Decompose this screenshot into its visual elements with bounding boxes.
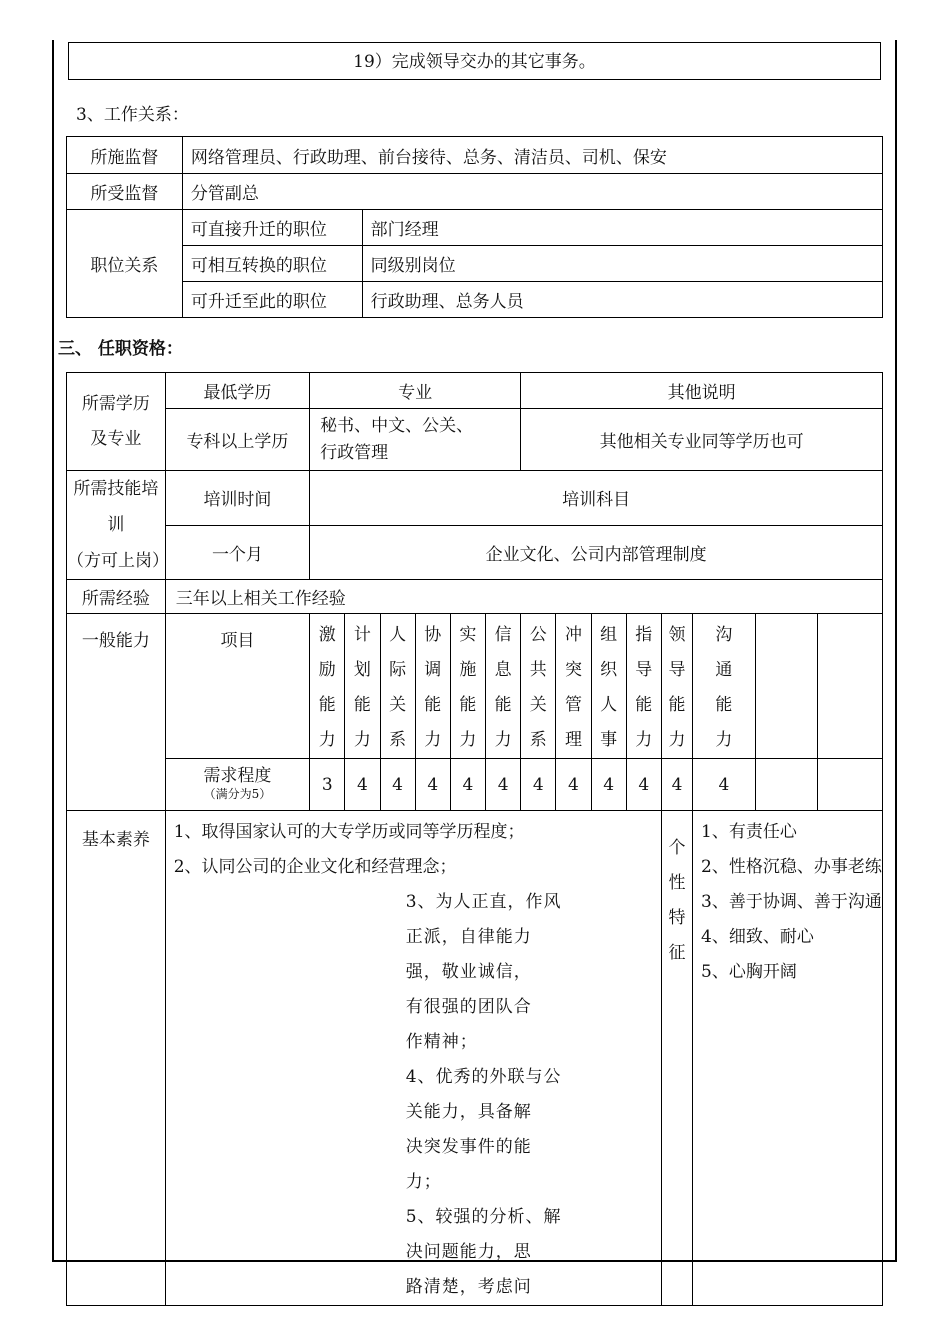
level-empty-cell xyxy=(755,759,818,811)
ability-char: 理 xyxy=(564,730,582,750)
position-row-value: 部门经理 xyxy=(362,210,882,246)
ability-char: 划 xyxy=(353,660,371,680)
ability-char: 能 xyxy=(353,695,371,715)
personality-line: 3、善于协调、善于沟通 xyxy=(701,892,882,912)
major-value: 秘书、中文、公关、 行政管理 xyxy=(310,409,521,471)
major-header: 专业 xyxy=(310,373,521,409)
experience-value: 三年以上相关工作经验 xyxy=(165,580,882,614)
ability-empty-cell xyxy=(818,614,883,759)
training-subject-value: 企业文化、公司内部管理制度 xyxy=(310,525,883,580)
basic-quality-list xyxy=(174,815,653,885)
ability-char: 调 xyxy=(424,660,442,680)
ability-char: 协 xyxy=(424,625,442,645)
ability-char: 系 xyxy=(389,730,407,750)
ability-name-cell xyxy=(661,614,692,759)
personality-label-char: 征 xyxy=(668,943,686,963)
ability-char: 人 xyxy=(600,695,618,715)
ability-char: 导 xyxy=(668,660,686,680)
section-three-title: 三、 任职资格： xyxy=(58,339,183,359)
training-time-header: 培训时间 xyxy=(165,471,309,526)
ability-char: 力 xyxy=(424,730,442,750)
ability-char: 际 xyxy=(389,660,407,680)
supervised-label: 所受监督 xyxy=(67,174,183,210)
work-relations-table xyxy=(66,136,883,318)
basic-quality-wrapped-list xyxy=(406,885,653,1305)
basic-quality-line: 3、为人正直，作风 xyxy=(405,892,562,912)
ability-level-cell: 4 xyxy=(345,759,380,811)
demand-label: 需求程度 （满分为5） xyxy=(165,759,309,811)
ability-char: 领 xyxy=(668,625,686,645)
ability-char: 激 xyxy=(318,625,336,645)
ability-char: 力 xyxy=(353,730,371,750)
ability-char: 能 xyxy=(459,695,477,715)
ability-empty-cell xyxy=(755,614,818,759)
ability-char: 力 xyxy=(318,730,336,750)
basic-quality-line: 关能力，具备解 xyxy=(405,1102,532,1122)
basic-quality-line: 路清楚，考虑问 xyxy=(405,1277,532,1297)
other-notes-value: 其他相关专业同等学历也可 xyxy=(521,409,883,471)
ability-level-cell: 4 xyxy=(661,759,692,811)
ability-char: 系 xyxy=(529,730,547,750)
personality-line: 4、细致、耐心 xyxy=(701,927,814,947)
ability-char: 力 xyxy=(635,730,653,750)
ability-char: 励 xyxy=(318,660,336,680)
ability-char: 息 xyxy=(494,660,512,680)
position-row-label: 可升迁至此的职位 xyxy=(182,282,362,318)
ability-char: 能 xyxy=(715,695,733,715)
ability-char: 公 xyxy=(529,625,547,645)
ability-char: 力 xyxy=(668,730,686,750)
other-notes-header: 其他说明 xyxy=(521,373,883,409)
ability-char: 导 xyxy=(635,660,653,680)
general-ability-label: 一般能力 xyxy=(67,614,166,811)
ability-level-cell: 4 xyxy=(556,759,591,811)
position-row-value: 同级别岗位 xyxy=(362,246,882,282)
basic-quality-line: 2、认同公司的企业文化和经营理念； xyxy=(173,857,457,877)
personality-label-char: 特 xyxy=(668,908,686,928)
ability-name-cell xyxy=(591,614,626,759)
ability-name-cell xyxy=(380,614,415,759)
ability-name-cell xyxy=(626,614,661,759)
ability-char: 通 xyxy=(715,660,733,680)
duty-item-19: 19）完成领导交办的其它事务。 xyxy=(68,42,881,80)
position-relation-label: 职位关系 xyxy=(67,210,183,318)
supervise-value: 网络管理员、行政助理、前台接待、总务、清洁员、司机、保安 xyxy=(182,137,882,174)
ability-level-cell: 4 xyxy=(415,759,450,811)
basic-quality-line: 4、优秀的外联与公 xyxy=(405,1067,562,1087)
ability-char: 计 xyxy=(353,625,371,645)
basic-quality-line: 作精神； xyxy=(405,1032,478,1052)
ability-level-cell: 4 xyxy=(591,759,626,811)
ability-level-cell: 3 xyxy=(310,759,345,811)
ability-name-cell xyxy=(415,614,450,759)
supervise-label: 所施监督 xyxy=(67,137,183,174)
ability-char: 实 xyxy=(459,625,477,645)
ability-level-cell: 4 xyxy=(626,759,661,811)
position-row-label: 可直接升迁的职位 xyxy=(182,210,362,246)
ability-char: 能 xyxy=(424,695,442,715)
basic-quality-line: 决突发事件的能 xyxy=(405,1137,532,1157)
ability-char: 能 xyxy=(635,695,653,715)
ability-char: 织 xyxy=(600,660,618,680)
ability-name-cell xyxy=(450,614,485,759)
basic-quality-line: 正派，自律能力 xyxy=(405,927,532,947)
section-3-title: 3、工作关系： xyxy=(76,105,189,125)
supervised-value: 分管副总 xyxy=(182,174,882,210)
personality-line: 5、心胸开阔 xyxy=(701,962,797,982)
personality-line: 1、有责任心 xyxy=(701,822,797,842)
training-label: 所需技能培训 （方可上岗） xyxy=(67,471,166,580)
ability-name-cell xyxy=(486,614,521,759)
basic-quality-content xyxy=(165,811,661,1306)
level-empty-cell xyxy=(818,759,883,811)
ability-char: 能 xyxy=(318,695,336,715)
ability-name-cell xyxy=(693,614,756,759)
basic-quality-label: 基本素养 xyxy=(67,811,166,1306)
ability-char: 共 xyxy=(529,660,547,680)
ability-char: 信 xyxy=(494,625,512,645)
experience-label: 所需经验 xyxy=(67,580,166,614)
position-row-value: 行政助理、总务人员 xyxy=(362,282,882,318)
ability-item-label: 项目 xyxy=(165,614,309,759)
basic-quality-line: 1、取得国家认可的大专学历或同等学历程度； xyxy=(173,822,525,842)
personality-line: 2、性格沉稳、办事老练 xyxy=(701,857,882,877)
basic-quality-line: 强，敬业诚信， xyxy=(405,962,532,982)
ability-char: 力 xyxy=(494,730,512,750)
personality-label-char: 性 xyxy=(668,873,686,893)
ability-char: 突 xyxy=(564,660,582,680)
training-subject-header: 培训科目 xyxy=(310,471,883,526)
ability-char: 关 xyxy=(529,695,547,715)
ability-char: 能 xyxy=(668,695,686,715)
personality-content xyxy=(693,811,883,1306)
qualifications-table xyxy=(66,372,883,1306)
ability-char: 关 xyxy=(389,695,407,715)
personality-list xyxy=(701,815,882,990)
ability-level-cell: 4 xyxy=(380,759,415,811)
ability-char: 指 xyxy=(635,625,653,645)
personality-label-char: 个 xyxy=(668,838,686,858)
ability-name-cell xyxy=(556,614,591,759)
ability-level-cell: 4 xyxy=(693,759,756,811)
ability-char: 人 xyxy=(389,625,407,645)
ability-char: 沟 xyxy=(715,625,733,645)
ability-char: 事 xyxy=(600,730,618,750)
ability-name-cell xyxy=(521,614,556,759)
position-row-label: 可相互转换的职位 xyxy=(182,246,362,282)
basic-quality-line: 5、较强的分析、解 xyxy=(405,1207,562,1227)
ability-char: 施 xyxy=(459,660,477,680)
education-label: 所需学历 及专业 xyxy=(67,373,166,471)
basic-quality-line: 决问题能力，思 xyxy=(405,1242,532,1262)
ability-char: 能 xyxy=(494,695,512,715)
ability-char: 管 xyxy=(564,695,582,715)
min-education-header: 最低学历 xyxy=(165,373,309,409)
ability-name-cell xyxy=(310,614,345,759)
ability-level-cell: 4 xyxy=(486,759,521,811)
basic-quality-line: 有很强的团队合 xyxy=(405,997,532,1017)
personality-label xyxy=(661,811,692,1306)
basic-quality-line: 力； xyxy=(405,1172,442,1192)
ability-char: 力 xyxy=(459,730,477,750)
training-time-value: 一个月 xyxy=(165,525,309,580)
ability-char: 组 xyxy=(600,625,618,645)
ability-level-cell: 4 xyxy=(521,759,556,811)
ability-char: 冲 xyxy=(564,625,582,645)
ability-name-cell xyxy=(345,614,380,759)
ability-level-cell: 4 xyxy=(450,759,485,811)
min-education-value: 专科以上学历 xyxy=(165,409,309,471)
ability-char: 力 xyxy=(715,730,733,750)
